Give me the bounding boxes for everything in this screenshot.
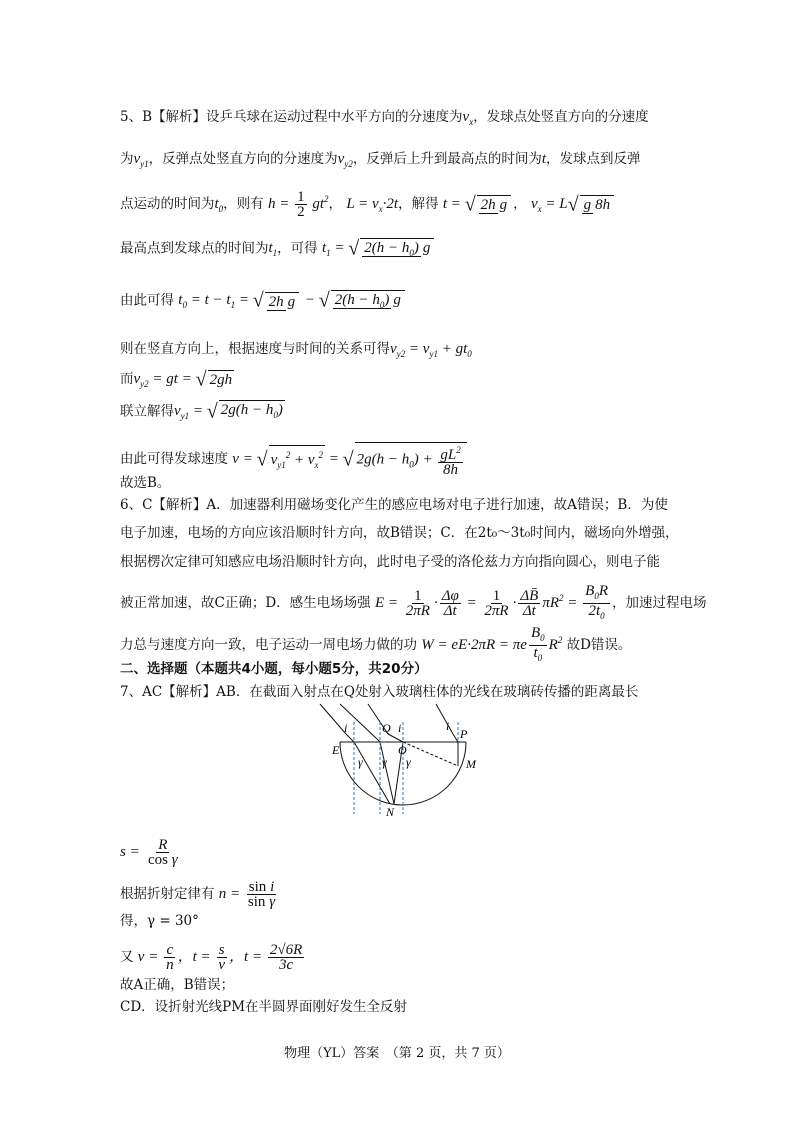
q6-line-5: 力总与速度方向一致，电子运动一周电场力做的功 W = eE·2πR = πe $\frac{B_0}{t_0}$ $R^2$ 故D错误。	[120, 625, 632, 663]
label-Q: Q	[382, 721, 391, 735]
q5-line-8: 联立解得$v_{y1}$ = √ $2g(h - h_0)$	[120, 401, 283, 423]
q5-line-5: 由此可得 $t_0 = t - t_1$ = √ 2h g − √ $2(h - h_0)$ g	[120, 290, 407, 314]
q5-line-9: 由此可得发球速度 v = √ $v_{y1}^2 + v_x^2$ = √ $2g(h - h_0)$ + $\frac{gL^2}{8h}$	[120, 442, 467, 477]
label-i-1: i	[344, 721, 348, 735]
q5-line-1: 5、B【解析】设乒乓球在运动过程中水平方向的分速度为$v_x$，发球点处竖直方向的分速度	[120, 109, 649, 127]
label-i-3: i	[446, 719, 450, 733]
q7-line-6: 故A正确，B错误；	[120, 977, 235, 993]
refraction-diagram	[318, 702, 483, 822]
label-E: E	[332, 743, 340, 757]
label-N: N	[386, 805, 395, 819]
q5-line-6: 则在竖直方向上，根据速度与时间的关系可得$v_{y2} = v_{y1} + gt_0$	[120, 341, 472, 359]
q7-line-2: s = $\frac{R}{\text{cos γ}}$	[120, 837, 178, 868]
label-i-2: i	[398, 721, 402, 735]
q5-line-7: 而$v_{y2}$ = gt = √ 2gh	[120, 368, 233, 391]
label-gamma-3: γ	[406, 755, 411, 769]
q6-line-1: 6、C【解析】A．加速器利用磁场变化产生的感应电场对电子进行加速，故A错误；B．为使	[120, 497, 668, 513]
q5-line-4: 最高点到发球点的时间为$t_1$，可得 $t_1$ = √ $2(h - h_0)$ g	[120, 238, 436, 262]
q7-line-1: 7、AC【解析】AB．在截面入射点在Q处射入玻璃柱体的光线在玻璃砖传播的距离最长	[120, 684, 639, 700]
q7-line-7: CD．设折射光线PM在半圆界面刚好发生全反射	[120, 999, 408, 1015]
q6-line-4: 被正常加速，故C正确；D．感生电场场强 E = $\frac{1}{2\pi R}$ · $\frac{\Delta\varphi}{\Delta t}$ = $\frac{1}{2\pi R}$ · $\frac{\Delta B̄}{\Delta t}$ $\pi R^2$ = $\frac{B_0R}{2t_0}$ ，加速过程电场	[120, 583, 707, 621]
q7-line-5: 又 v = $\frac{c}{n}$ ，t = $\frac{s}{v}$ ，t = $\frac{2√6R}{3c}$	[120, 942, 303, 973]
q7-line-3: 根据折射定律有 n = $\frac{\text{sin i}}{\text{sin γ}}$	[120, 879, 276, 910]
page-footer: 物理（YL）答案 （第 2 页，共 7 页）	[284, 1046, 510, 1061]
label-gamma-2: γ	[382, 755, 387, 769]
q7-line-4: 得，γ = 30°	[120, 913, 199, 929]
q5-line-10: 故选B。	[120, 475, 171, 491]
q6-line-2: 电子加速，电场的方向应该沿顺时针方向，故B错误；C．在2t₀～3t₀时间内，磁场向外增强，	[120, 525, 679, 541]
section-heading: 二、选择题（本题共4小题，每小题5分，共20分）	[120, 661, 428, 677]
label-P: P	[460, 727, 468, 741]
label-M: M	[466, 757, 476, 771]
q6-line-3: 根据楞次定律可知感应电场沿顺时针方向，此时电子受的洛伦兹力方向指向圆心，则电子能	[120, 554, 660, 570]
q5-line-2: 为$v_{y1}$，反弹点处竖直方向的分速度为$v_{y2}$，反弹后上升到最高点的时间为t，发球点到反弹	[120, 151, 641, 169]
label-gamma-1: γ	[358, 755, 363, 769]
label-O: O	[398, 743, 407, 757]
q5-line-3: 点运动的时间为$t_0$，则有 h = $\frac{1}{2}$ $gt^2$， $L = v_x\cdot 2t$，解得 t = √ 2h g ， $v_x = L√$ g 8h	[120, 190, 616, 219]
